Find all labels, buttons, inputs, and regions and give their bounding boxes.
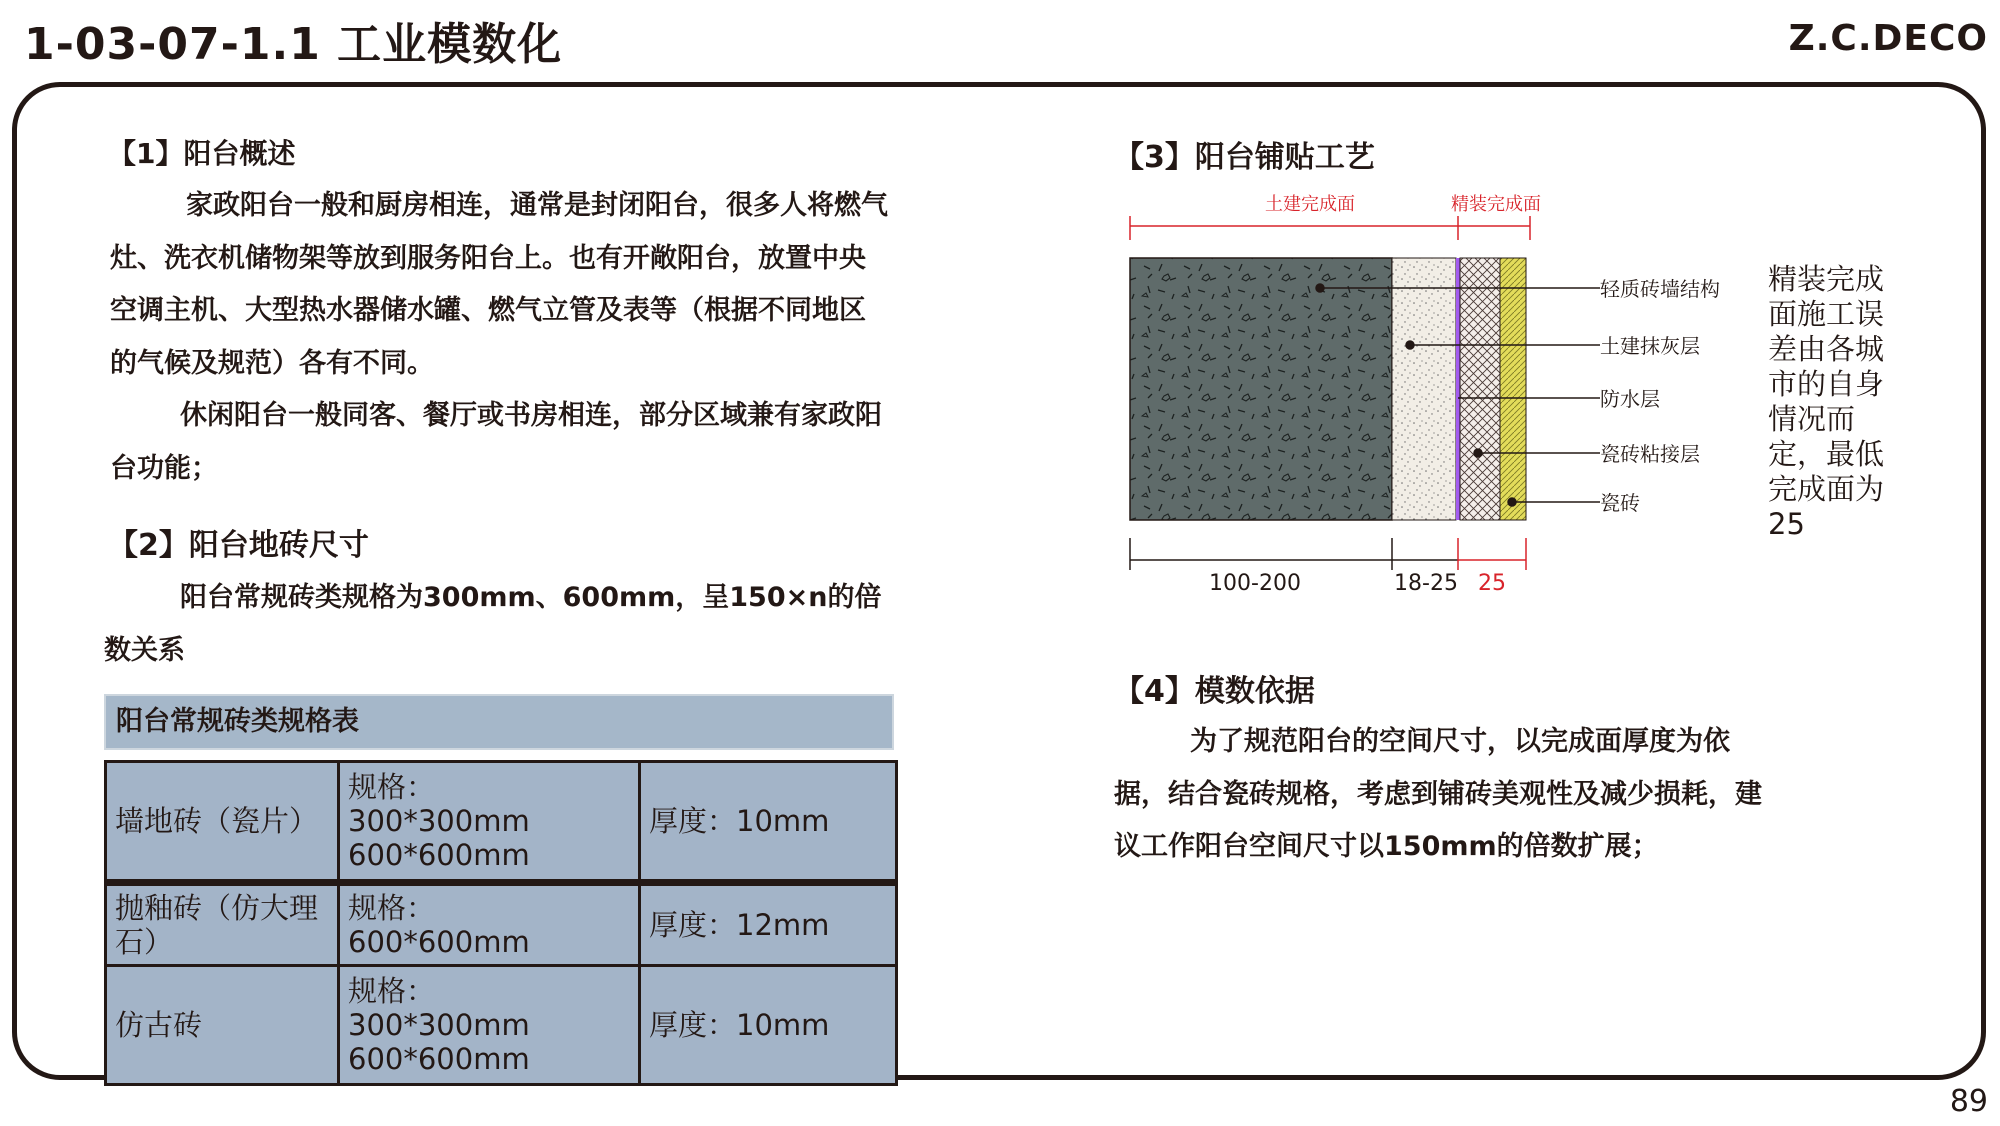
- spec-line: 300*300mm: [348, 1008, 530, 1042]
- decor-finish-label: 精装完成面: [1451, 194, 1541, 215]
- brick-wall-layer: [1130, 258, 1392, 520]
- section-4-line: 议工作阳台空间尺寸以150mm的倍数扩展；: [1114, 831, 1659, 862]
- brand-logo: Z.C.DECO: [1788, 18, 1988, 59]
- spec-line: 600*600mm: [348, 925, 530, 959]
- layer-label: 防水层: [1600, 387, 1660, 411]
- section-4-line: 为了规范阳台的空间尺寸，以完成面厚度为依: [1190, 726, 1730, 757]
- section-1-heading: 【1】阳台概述: [108, 137, 296, 170]
- spec-line: 规格：: [348, 770, 436, 804]
- tile-thickness-cell: 厚度：12mm: [640, 883, 897, 966]
- section-2-line: 数关系: [104, 634, 185, 666]
- tile-layer: [1500, 258, 1526, 520]
- section-4-line: 据，结合瓷砖规格，考虑到铺砖美观性及减少损耗，建: [1114, 778, 1762, 810]
- section-4-heading: 【4】模数依据: [1114, 674, 1315, 709]
- section-1-line: 休闲阳台一般同客、餐厅或书房相连，部分区域兼有家政阳: [180, 400, 882, 431]
- section-1-line: 的气候及规范）各有不同。: [110, 347, 434, 379]
- section-1-line: 空调主机、大型热水器储水罐、燃气立管及表等（根据不同地区: [110, 295, 866, 326]
- table-row: [106, 762, 897, 883]
- tile-name-cell: 抛釉砖（仿大理石）: [106, 883, 339, 966]
- spec-line: 规格：: [348, 974, 436, 1008]
- dimension-label: 18-25: [1394, 571, 1458, 596]
- section-1-body: [110, 180, 970, 495]
- adhesive-layer: [1460, 258, 1500, 520]
- spec-line: 规格：: [348, 891, 436, 925]
- section-2-line: 阳台常规砖类规格为300mm、600mm，呈150×n的倍: [180, 582, 882, 613]
- tile-name-cell: 仿古砖: [106, 966, 339, 1085]
- tile-spec-cell: [339, 762, 640, 883]
- spec-line: 300*300mm: [348, 804, 530, 838]
- spec-line: 600*600mm: [348, 838, 530, 872]
- section-2-body: [104, 572, 964, 677]
- spec-line: 600*600mm: [348, 1042, 530, 1076]
- tile-name-cell: 墙地砖（瓷片）: [106, 762, 339, 883]
- section-3-heading: 【3】阳台铺贴工艺: [1114, 140, 1375, 175]
- tile-thickness-cell: 厚度：10mm: [640, 762, 897, 883]
- waterproof-layer: [1456, 258, 1460, 520]
- layer-label: 土建抹灰层: [1600, 334, 1700, 358]
- section-1-line: 台功能；: [110, 452, 218, 484]
- section-1-line: 灶、洗衣机储物架等放到服务阳台上。也有开敞阳台，放置中央: [110, 242, 866, 274]
- tile-thickness-cell: 厚度：10mm: [640, 966, 897, 1085]
- plaster-layer: [1392, 258, 1456, 520]
- civil-finish-label: 土建完成面: [1265, 194, 1355, 215]
- finish-tolerance-note: 精装完成面施工误差由各城市的自身情况而定，最低完成面为25: [1768, 262, 1885, 541]
- dimension-label: 100-200: [1209, 571, 1301, 596]
- table-row: [106, 883, 897, 966]
- section-1-line: 家政阳台一般和厨房相连，通常是封闭阳台，很多人将燃气: [186, 190, 888, 221]
- layer-label: 轻质砖墙结构: [1600, 277, 1720, 301]
- page-number: 89: [1949, 1084, 1988, 1119]
- section-2-heading: 【2】阳台地砖尺寸: [108, 528, 369, 563]
- tile-spec-cell: [339, 966, 640, 1085]
- layer-label: 瓷砖粘接层: [1600, 442, 1700, 466]
- table-title: 阳台常规砖类规格表: [104, 694, 894, 750]
- balcony-tiling-section-diagram: [1100, 180, 1720, 620]
- dimension-label: 25: [1478, 571, 1506, 596]
- tile-spec-table: [104, 760, 898, 1086]
- page-title: 1-03-07-1.1 工业模数化: [24, 19, 563, 70]
- table-row: [106, 966, 897, 1085]
- layer-label: 瓷砖: [1600, 491, 1640, 515]
- tile-spec-cell: [339, 883, 640, 966]
- section-4-body: [1114, 716, 1974, 874]
